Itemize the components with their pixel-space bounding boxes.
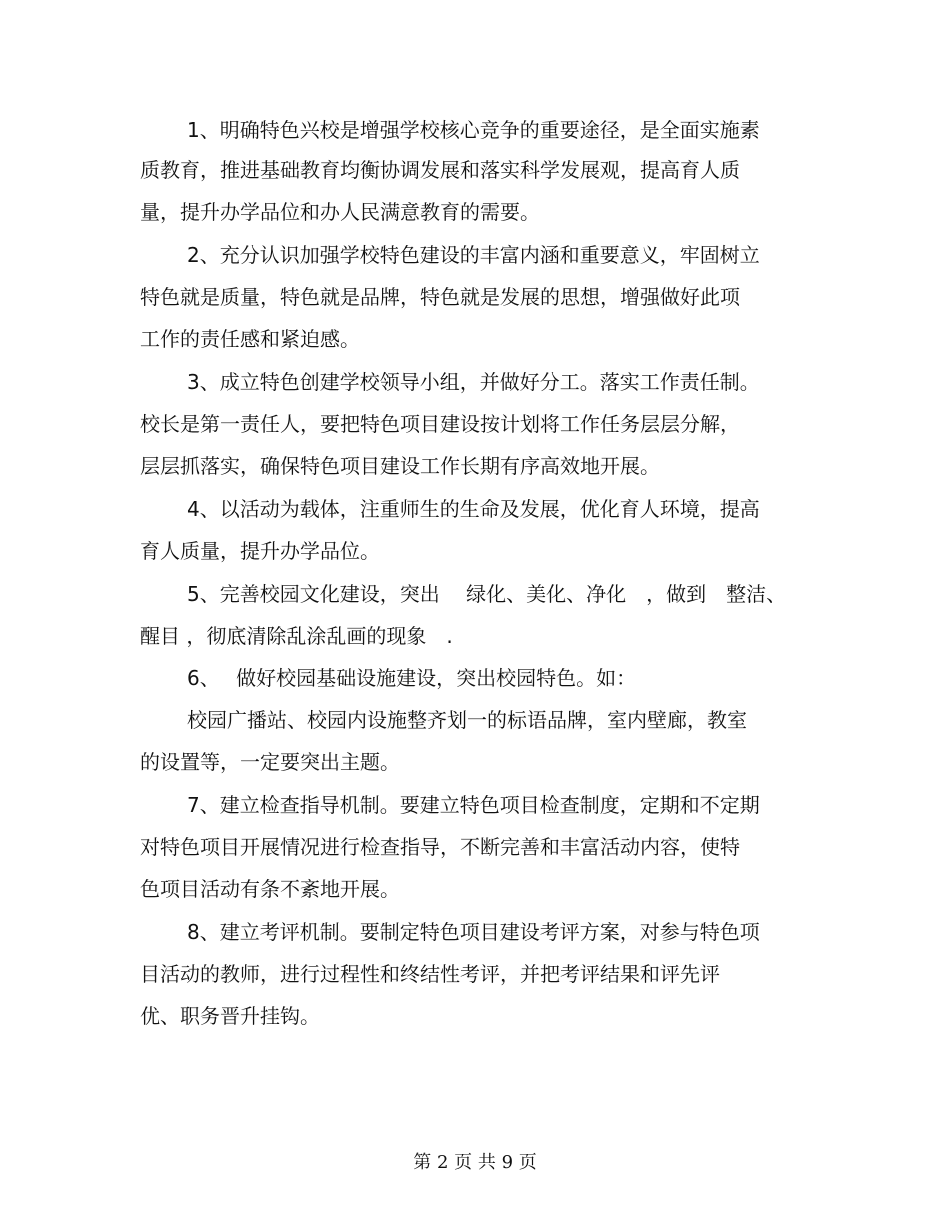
- footer-total-prefix: 共: [477, 1152, 496, 1173]
- text-line: 层层抓落实，确保特色项目建设工作长期有序高效地开展。: [140, 454, 660, 478]
- text-line: 4、以活动为载体，注重师生的生命及发展，优化育人环境，提高: [187, 497, 760, 521]
- text-line: 特色就是质量，特色就是品牌，特色就是发展的思想，增强做好此项: [140, 285, 740, 309]
- total-page-count: 9: [501, 1152, 514, 1173]
- text-line: 2、充分认识加强学校特色建设的丰富内涵和重要意义，牢固树立: [187, 243, 760, 267]
- text-line: 5、完善校园文化建设，突出 绿化、美化、净化 ，做到 整洁、: [187, 582, 787, 606]
- text-line: 优、职务晋升挂钩。: [140, 1004, 320, 1028]
- text-line: 7、建立检查指导机制。要建立特色项目检查制度，定期和不定期: [187, 793, 760, 817]
- text-line: 醒目 ，彻底清除乱涂乱画的现象 .: [140, 624, 453, 648]
- text-line: 育人质量，提升办学品位。: [140, 539, 380, 563]
- footer-suffix: 页: [518, 1152, 537, 1173]
- footer-prefix: 第: [413, 1152, 432, 1173]
- text-line: 质教育，推进基础教育均衡协调发展和落实科学发展观，提高育人质: [140, 158, 740, 182]
- text-line: 对特色项目开展情况进行检查指导，不断完善和丰富活动内容，使特: [140, 835, 740, 859]
- text-line: 的设置等，一定要突出主题。: [140, 750, 400, 774]
- text-line: 3、成立特色创建学校领导小组，并做好分工。落实工作责任制。: [187, 370, 760, 394]
- text-line: 量，提升办学品位和办人民满意教育的需要。: [140, 200, 540, 224]
- text-line: 目活动的教师，进行过程性和终结性考评，并把考评结果和评先评: [140, 962, 720, 986]
- text-line: 8、建立考评机制。要制定特色项目建设考评方案，对参与特色项: [187, 920, 760, 944]
- text-line: 色项目活动有条不紊地开展。: [140, 877, 400, 901]
- text-line: 1、明确特色兴校是增强学校核心竞争的重要途径，是全面实施素: [187, 118, 760, 142]
- current-page-number: 2: [436, 1152, 449, 1173]
- page-footer: [0, 1152, 950, 1174]
- text-line: 校园广播站、校园内设施整齐划一的标语品牌，室内壁廊，教室: [187, 708, 747, 732]
- footer-page-word: 页: [454, 1152, 473, 1173]
- text-line: 校长是第一责任人，要把特色项目建设按计划将工作任务层层分解，: [140, 412, 740, 436]
- text-line: 工作的责任感和紧迫感。: [140, 327, 360, 351]
- text-line: 6、 做好校园基础设施建设，突出校园特色。如：: [187, 666, 637, 690]
